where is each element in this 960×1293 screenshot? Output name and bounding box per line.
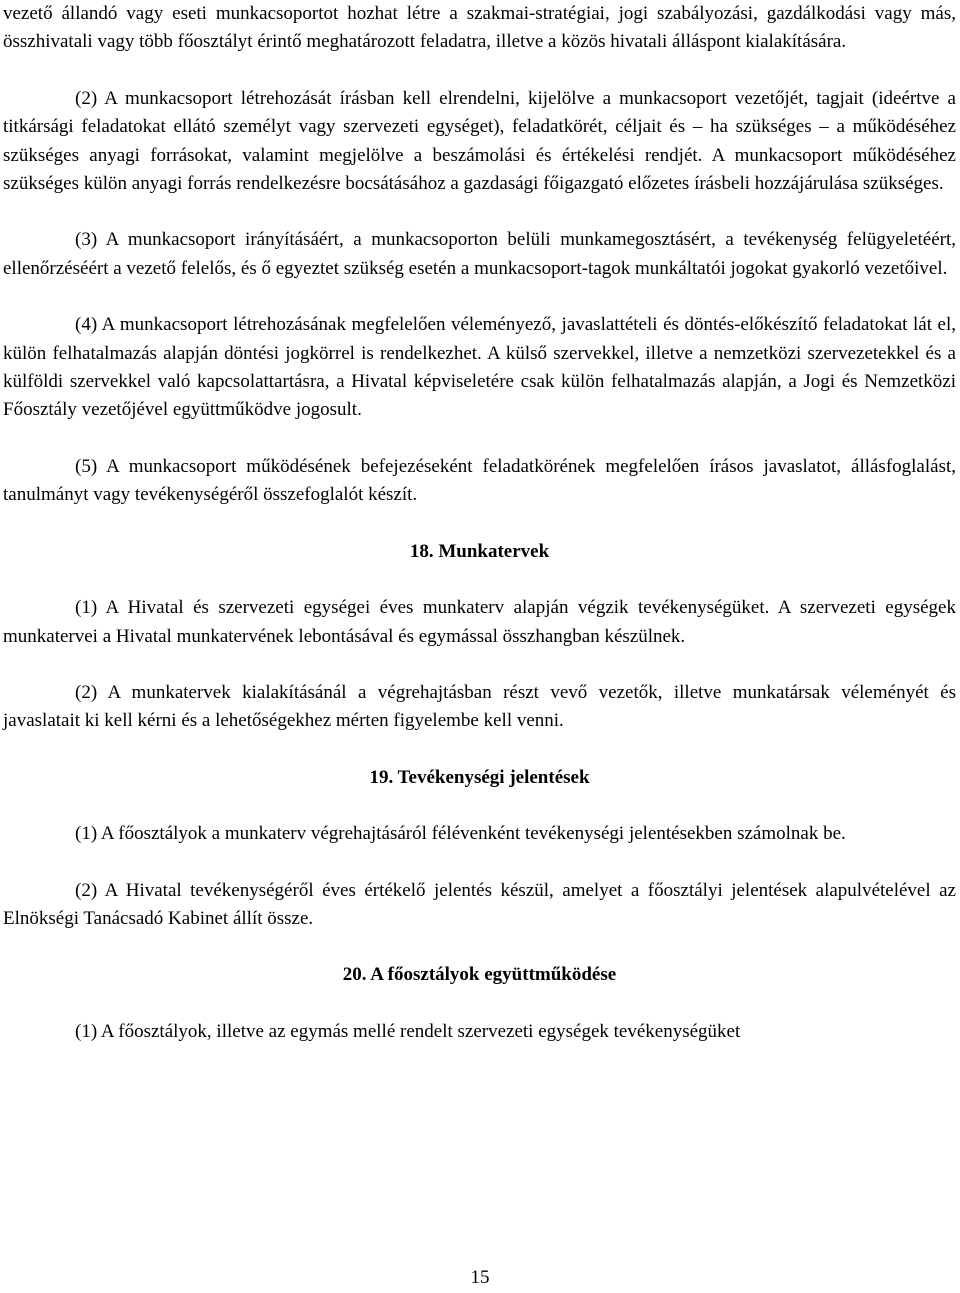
paragraph-intro-continuation: vezető állandó vagy eseti munkacsoportot hozhat létre a szakmai-stratégiai, jogi szabályozási, gazdálkodási vagy más, összhivatali vagy több főosztályt érintő meghatározott feladatra, illetve a közös hivatali álláspont kialakítására.: [3, 3, 956, 53]
section-heading-20: 20. A főosztályok együttműködése: [342, 964, 617, 986]
paragraph-3-working-group-management: (3) A munkacsoport irányításáért, a munkacsoporton belüli munkamegosztásért, a tevékenység felügyeletéért, ellenőrzéséért a vezető felelős, és ő egyeztet szükség esetén a munkacsoport-tagok munkáltatói jogokat gyakorló vezetőivel.: [3, 229, 956, 279]
paragraph-19-1-semiannual-reports: (1) A főosztályok a munkaterv végrehajtásáról félévenként tevékenységi jelentésekben számolnak be.: [75, 823, 846, 845]
paragraph-4-working-group-tasks: (4) A munkacsoport létrehozásának megfelelően véleményező, javaslattételi és döntés-előkészítő feladatokat lát el, külön felhatalmazás alapján döntési jogkörrel is rendelkezhet. A külső szervekkel, illetve a nemzetközi szervezetekkel és a külföldi szervekkel való kapcsolattartásra, a Hivatal képviseletére csak külön felhatalmazás alapján, a Jogi és Nemzetközi Főosztály vezetőjével együttműködve jogosult.: [3, 314, 956, 421]
paragraph-18-2-plan-consultation: (2) A munkatervek kialakításánál a végrehajtásban részt vevő vezetők, illetve munkatársak véleményét és javaslatait ki kell kérni és a lehetőségekhez mérten figyelembe kell venni.: [3, 681, 956, 732]
paragraph-5-working-group-closure: (5) A munkacsoport működésének befejezéseként feladatkörének megfelelően írásos javaslatot, állásfoglalást, tanulmányt vagy tevékenységéről összefoglalót készít.: [3, 455, 956, 506]
paragraph-20-1-cooperation: (1) A főosztályok, illetve az egymás mellé rendelt szervezeti egységek tevékenységüket: [75, 1020, 741, 1042]
document-page: [3, 0, 956, 1046]
page-number: 15: [470, 1267, 490, 1288]
paragraph-18-1-annual-plan: (1) A Hivatal és szervezeti egységei éves munkaterv alapján végzik tevékenységüket. A szervezeti egységek munkatervei a Hivatal munkatervének lebontásával és egymással összhangban készülnek.: [3, 597, 956, 647]
paragraph-2-working-group-establishment: (2) A munkacsoport létrehozását írásban kell elrendelni, kijelölve a munkacsoport vezetőjét, tagjait (ideértve a titkársági feladatokat ellátó személyt vagy szervezeti egységet), feladatkörét, céljait és – ha szükséges – a működéséhez szükséges anyagi forrásokat, valamint megjelölve a beszámolási és értékelési rendjét. A munkacsoport működéséhez szükséges külön anyagi forrás rendelkezésre bocsátásához a gazdasági főigazgató előzetes írásbeli hozzájárulása szükséges.: [3, 87, 956, 195]
paragraph-19-2-annual-report: (2) A Hivatal tevékenységéről éves értékelő jelentés készül, amelyet a főosztályi jelentések alapulvételével az Elnökségi Tanácsadó Kabinet állít össze.: [3, 879, 956, 929]
section-heading-19: 19. Tevékenységi jelentések: [369, 766, 590, 788]
section-heading-18: 18. Munkatervek: [409, 540, 550, 562]
